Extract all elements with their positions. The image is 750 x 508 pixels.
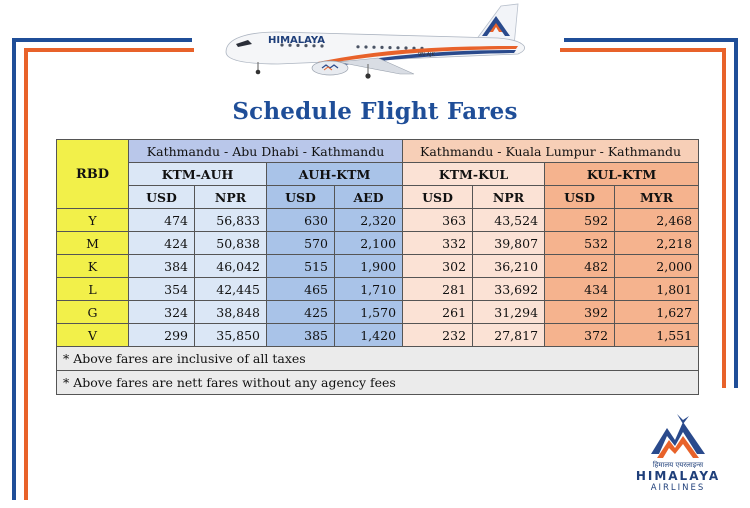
currency-header: MYR bbox=[615, 186, 699, 209]
rbd-cell: K bbox=[57, 255, 129, 278]
logo-name-text: HIMALAYA bbox=[635, 469, 721, 483]
route-kualalumpur: Kathmandu - Kuala Lumpur - Kathmandu bbox=[403, 140, 699, 163]
sector-ktm-kul: KTM-KUL bbox=[403, 163, 545, 186]
currency-header: NPR bbox=[195, 186, 267, 209]
page-title: Schedule Flight Fares bbox=[232, 98, 518, 125]
sector-auh-ktm: AUH-KTM bbox=[267, 163, 403, 186]
currency-header: USD bbox=[129, 186, 195, 209]
fare-cell: 332 bbox=[403, 232, 473, 255]
fare-cell: 354 bbox=[129, 278, 195, 301]
fare-cell: 50,838 bbox=[195, 232, 267, 255]
logo-sub-text: AIRLINES bbox=[650, 483, 706, 493]
fare-cell: 465 bbox=[267, 278, 335, 301]
fare-cell: 2,100 bbox=[335, 232, 403, 255]
fare-cell: 372 bbox=[545, 324, 615, 347]
rbd-cell: G bbox=[57, 301, 129, 324]
fare-cell: 384 bbox=[129, 255, 195, 278]
fare-row bbox=[57, 278, 699, 301]
fare-cell: 570 bbox=[267, 232, 335, 255]
fare-cell: 324 bbox=[129, 301, 195, 324]
fare-cell: 42,445 bbox=[195, 278, 267, 301]
note-agency-fees: * Above fares are nett fares without any agency fees bbox=[57, 371, 699, 395]
route-abudhabi: Kathmandu - Abu Dhabi - Kathmandu bbox=[129, 140, 403, 163]
fare-row bbox=[57, 301, 699, 324]
fare-cell: 299 bbox=[129, 324, 195, 347]
fare-cell: 2,468 bbox=[615, 209, 699, 232]
fare-cell: 31,294 bbox=[473, 301, 545, 324]
rbd-cell: L bbox=[57, 278, 129, 301]
fare-cell: 1,627 bbox=[615, 301, 699, 324]
currency-header: AED bbox=[335, 186, 403, 209]
fare-cell: 592 bbox=[545, 209, 615, 232]
fare-cell: 425 bbox=[267, 301, 335, 324]
fare-cell: 515 bbox=[267, 255, 335, 278]
fare-cell: 1,801 bbox=[615, 278, 699, 301]
himalaya-airlines-logo bbox=[628, 410, 728, 504]
fare-cell: 474 bbox=[129, 209, 195, 232]
logo-nepali-text: हिमालय एयरलाइन्स bbox=[652, 461, 704, 469]
frame-top-right-blue bbox=[564, 38, 738, 42]
fare-cell: 1,710 bbox=[335, 278, 403, 301]
fare-cell: 46,042 bbox=[195, 255, 267, 278]
fare-cell: 232 bbox=[403, 324, 473, 347]
fare-cell: 1,420 bbox=[335, 324, 403, 347]
currency-header: USD bbox=[403, 186, 473, 209]
fare-row bbox=[57, 255, 699, 278]
fare-cell: 434 bbox=[545, 278, 615, 301]
frame-top-left-blue bbox=[12, 38, 192, 42]
currency-header: NPR bbox=[473, 186, 545, 209]
fare-row bbox=[57, 209, 699, 232]
fare-cell: 27,817 bbox=[473, 324, 545, 347]
fares-table bbox=[56, 139, 699, 395]
sector-kul-ktm: KUL-KTM bbox=[545, 163, 699, 186]
fare-cell: 43,524 bbox=[473, 209, 545, 232]
fare-cell: 1,551 bbox=[615, 324, 699, 347]
frame-top-left-orange bbox=[24, 48, 194, 52]
note-taxes: * Above fares are inclusive of all taxes bbox=[57, 347, 699, 371]
airplane-illustration bbox=[218, 2, 538, 84]
fare-cell: 1,570 bbox=[335, 301, 403, 324]
fare-cell: 532 bbox=[545, 232, 615, 255]
fare-cell: 424 bbox=[129, 232, 195, 255]
rbd-cell: Y bbox=[57, 209, 129, 232]
fare-cell: 630 bbox=[267, 209, 335, 232]
fare-row bbox=[57, 232, 699, 255]
fare-cell: 38,848 bbox=[195, 301, 267, 324]
fare-cell: 33,692 bbox=[473, 278, 545, 301]
mountain-logo-icon bbox=[647, 410, 709, 460]
fare-cell: 35,850 bbox=[195, 324, 267, 347]
frame-top-right-orange bbox=[560, 48, 726, 52]
frame-right-blue bbox=[734, 38, 738, 388]
rbd-cell: V bbox=[57, 324, 129, 347]
airplane-livery-text: HIMALAYA bbox=[268, 35, 325, 46]
currency-header: USD bbox=[267, 186, 335, 209]
fare-row bbox=[57, 324, 699, 347]
fare-cell: 385 bbox=[267, 324, 335, 347]
fare-cell: 1,900 bbox=[335, 255, 403, 278]
fare-cell: 39,807 bbox=[473, 232, 545, 255]
fare-cell: 261 bbox=[403, 301, 473, 324]
fare-cell: 302 bbox=[403, 255, 473, 278]
currency-header: USD bbox=[545, 186, 615, 209]
sector-ktm-auh: KTM-AUH bbox=[129, 163, 267, 186]
fare-cell: 2,218 bbox=[615, 232, 699, 255]
fare-cell: 2,000 bbox=[615, 255, 699, 278]
rbd-cell: M bbox=[57, 232, 129, 255]
fare-cell: 36,210 bbox=[473, 255, 545, 278]
fare-cell: 482 bbox=[545, 255, 615, 278]
rbd-header: RBD bbox=[57, 140, 129, 209]
fare-cell: 2,320 bbox=[335, 209, 403, 232]
fare-cell: 363 bbox=[403, 209, 473, 232]
fare-cell: 392 bbox=[545, 301, 615, 324]
airplane-registration: 9N-AJK bbox=[418, 52, 435, 58]
fare-cell: 281 bbox=[403, 278, 473, 301]
fare-cell: 56,833 bbox=[195, 209, 267, 232]
